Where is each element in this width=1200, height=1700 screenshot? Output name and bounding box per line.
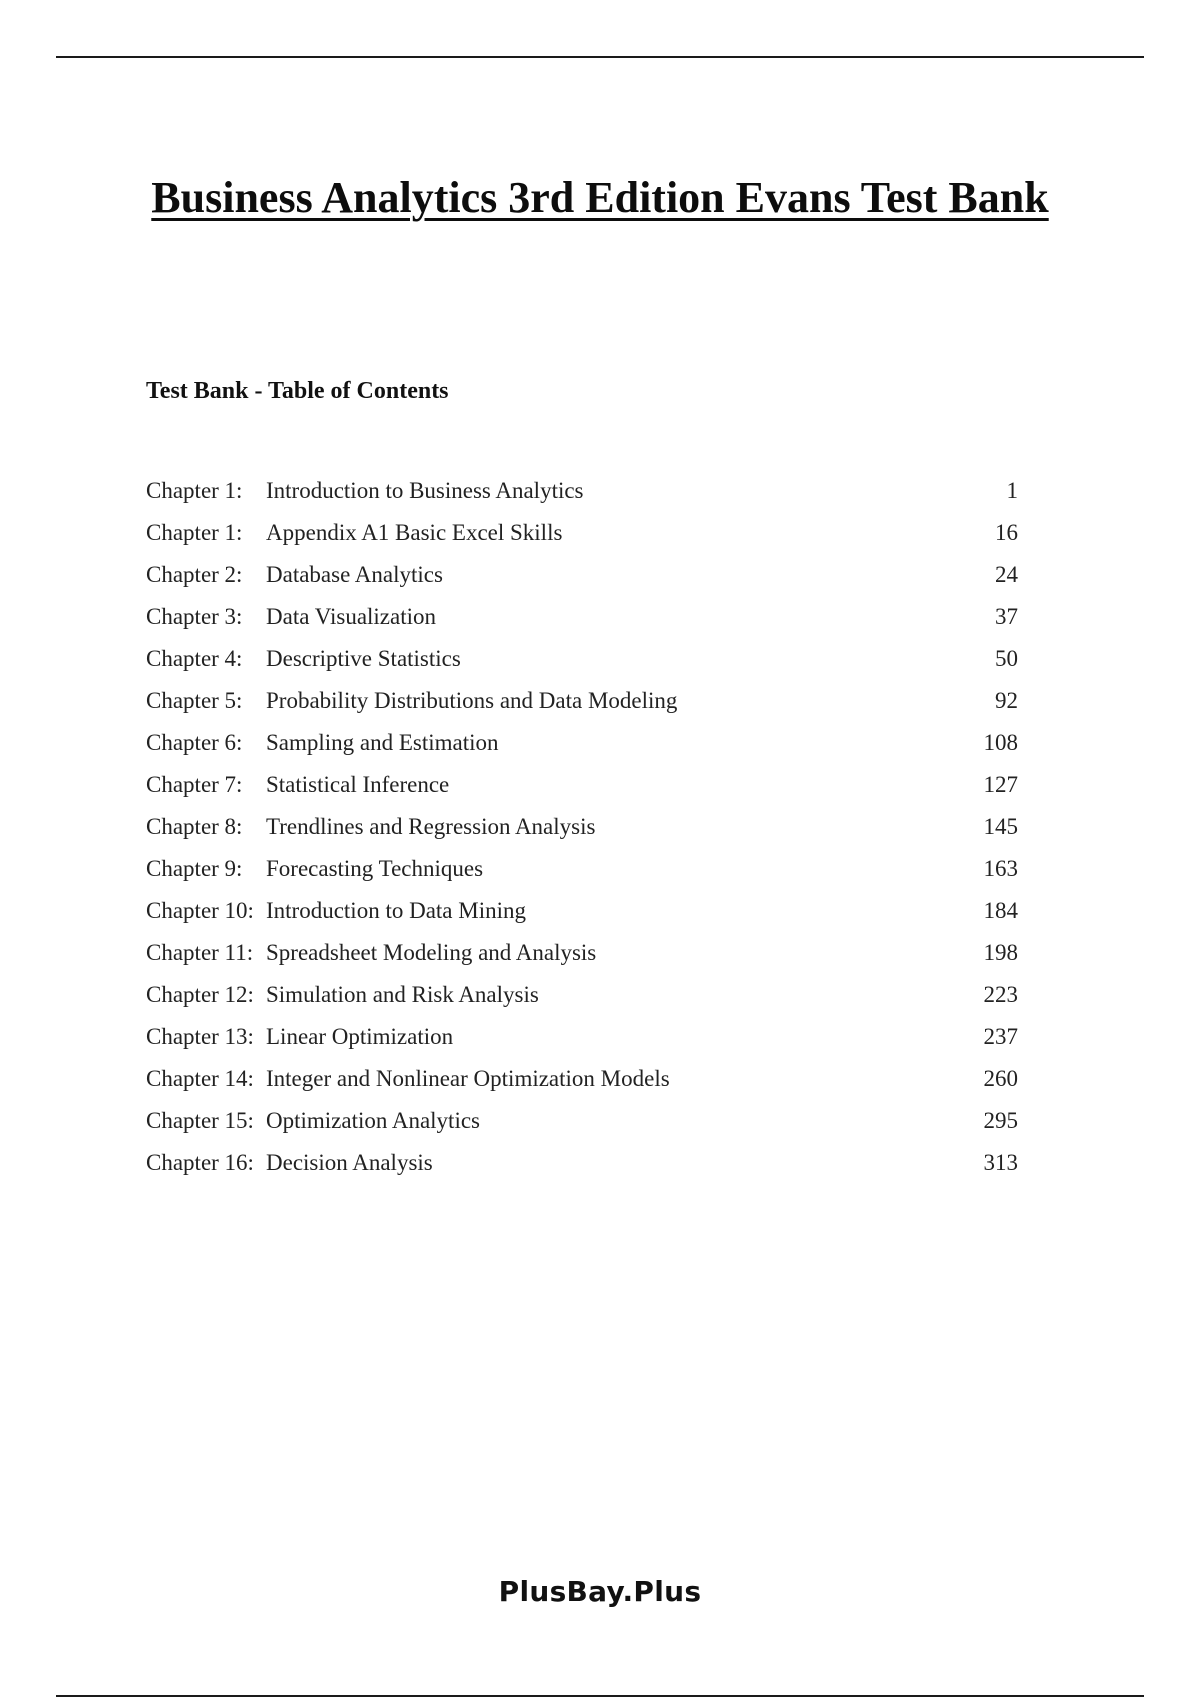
- chapter-title: Descriptive Statistics: [266, 646, 461, 671]
- toc-entry[interactable]: [146, 890, 1018, 932]
- chapter-title: Forecasting Techniques: [266, 856, 484, 881]
- chapter-label: Chapter 12:: [146, 982, 254, 1007]
- chapter-page-number: 24: [995, 562, 1018, 587]
- toc-entry[interactable]: [146, 470, 1018, 512]
- chapter-page-number: 37: [995, 604, 1018, 629]
- chapter-label: Chapter 13:: [146, 1024, 254, 1049]
- chapter-label: Chapter 7:: [146, 772, 243, 797]
- chapter-page-number: 198: [983, 940, 1018, 965]
- chapter-page-number: 237: [983, 1024, 1018, 1049]
- toc-entry[interactable]: [146, 596, 1018, 638]
- chapter-page-number: 16: [995, 520, 1018, 545]
- chapter-label: Chapter 1:: [146, 520, 243, 545]
- chapter-page-number: 127: [983, 772, 1018, 797]
- chapter-title: Integer and Nonlinear Optimization Models: [266, 1066, 670, 1091]
- chapter-label: Chapter 16:: [146, 1150, 254, 1175]
- chapter-title: Introduction to Data Mining: [266, 898, 526, 923]
- chapter-label: Chapter 3:: [146, 604, 243, 629]
- toc-entry[interactable]: [146, 974, 1018, 1016]
- chapter-title: Linear Optimization: [266, 1024, 454, 1049]
- chapter-title: Spreadsheet Modeling and Analysis: [266, 940, 597, 965]
- chapter-label: Chapter 11:: [146, 940, 254, 965]
- bottom-rule: [56, 1695, 1144, 1697]
- chapter-title: Simulation and Risk Analysis: [266, 982, 539, 1007]
- chapter-page-number: 92: [995, 688, 1018, 713]
- chapter-page-number: 108: [983, 730, 1018, 755]
- toc-entry[interactable]: [146, 1016, 1018, 1058]
- toc-heading: Test Bank - Table of Contents: [146, 378, 449, 404]
- table-of-contents: [146, 470, 1018, 1184]
- chapter-label: Chapter 4:: [146, 646, 243, 671]
- toc-entry[interactable]: [146, 554, 1018, 596]
- chapter-title: Probability Distributions and Data Modeling: [266, 688, 678, 713]
- toc-entry[interactable]: [146, 932, 1018, 974]
- chapter-page-number: 313: [983, 1150, 1018, 1175]
- chapter-label: Chapter 9:: [146, 856, 243, 881]
- toc-entry[interactable]: [146, 1100, 1018, 1142]
- chapter-title: Trendlines and Regression Analysis: [266, 814, 596, 839]
- chapter-label: Chapter 6:: [146, 730, 243, 755]
- chapter-page-number: 145: [983, 814, 1018, 839]
- top-rule: [56, 56, 1144, 58]
- chapter-title: Database Analytics: [266, 562, 443, 587]
- toc-entry[interactable]: [146, 512, 1018, 554]
- chapter-label: Chapter 5:: [146, 688, 243, 713]
- chapter-label: Chapter 10:: [146, 898, 254, 923]
- toc-entry[interactable]: [146, 848, 1018, 890]
- chapter-title: Data Visualization: [266, 604, 437, 629]
- chapter-title: Sampling and Estimation: [266, 730, 499, 755]
- toc-entry[interactable]: [146, 1058, 1018, 1100]
- chapter-title: Statistical Inference: [266, 772, 450, 797]
- chapter-label: Chapter 15:: [146, 1108, 254, 1133]
- toc-entry[interactable]: [146, 680, 1018, 722]
- toc-entry[interactable]: [146, 764, 1018, 806]
- chapter-page-number: 1: [1006, 478, 1018, 503]
- chapter-title: Appendix A1 Basic Excel Skills: [266, 520, 563, 545]
- chapter-label: Chapter 1:: [146, 478, 243, 503]
- chapter-label: Chapter 8:: [146, 814, 243, 839]
- toc-entry[interactable]: [146, 806, 1018, 848]
- toc-entry[interactable]: [146, 1142, 1018, 1184]
- chapter-title: Optimization Analytics: [266, 1108, 480, 1133]
- toc-entry[interactable]: [146, 722, 1018, 764]
- chapter-page-number: 260: [983, 1066, 1018, 1091]
- toc-entry[interactable]: [146, 638, 1018, 680]
- chapter-label: Chapter 14:: [146, 1066, 254, 1091]
- chapter-title: Introduction to Business Analytics: [266, 478, 584, 503]
- footer-brand-watermark: PlusBay.Plus: [498, 1575, 702, 1608]
- chapter-page-number: 50: [995, 646, 1018, 671]
- document-title: Business Analytics 3rd Edition Evans Test Bank: [151, 173, 1049, 222]
- chapter-page-number: 184: [983, 898, 1018, 923]
- chapter-page-number: 295: [983, 1108, 1018, 1133]
- chapter-page-number: 223: [983, 982, 1018, 1007]
- chapter-page-number: 163: [983, 856, 1018, 881]
- chapter-label: Chapter 2:: [146, 562, 243, 587]
- chapter-title: Decision Analysis: [266, 1150, 433, 1175]
